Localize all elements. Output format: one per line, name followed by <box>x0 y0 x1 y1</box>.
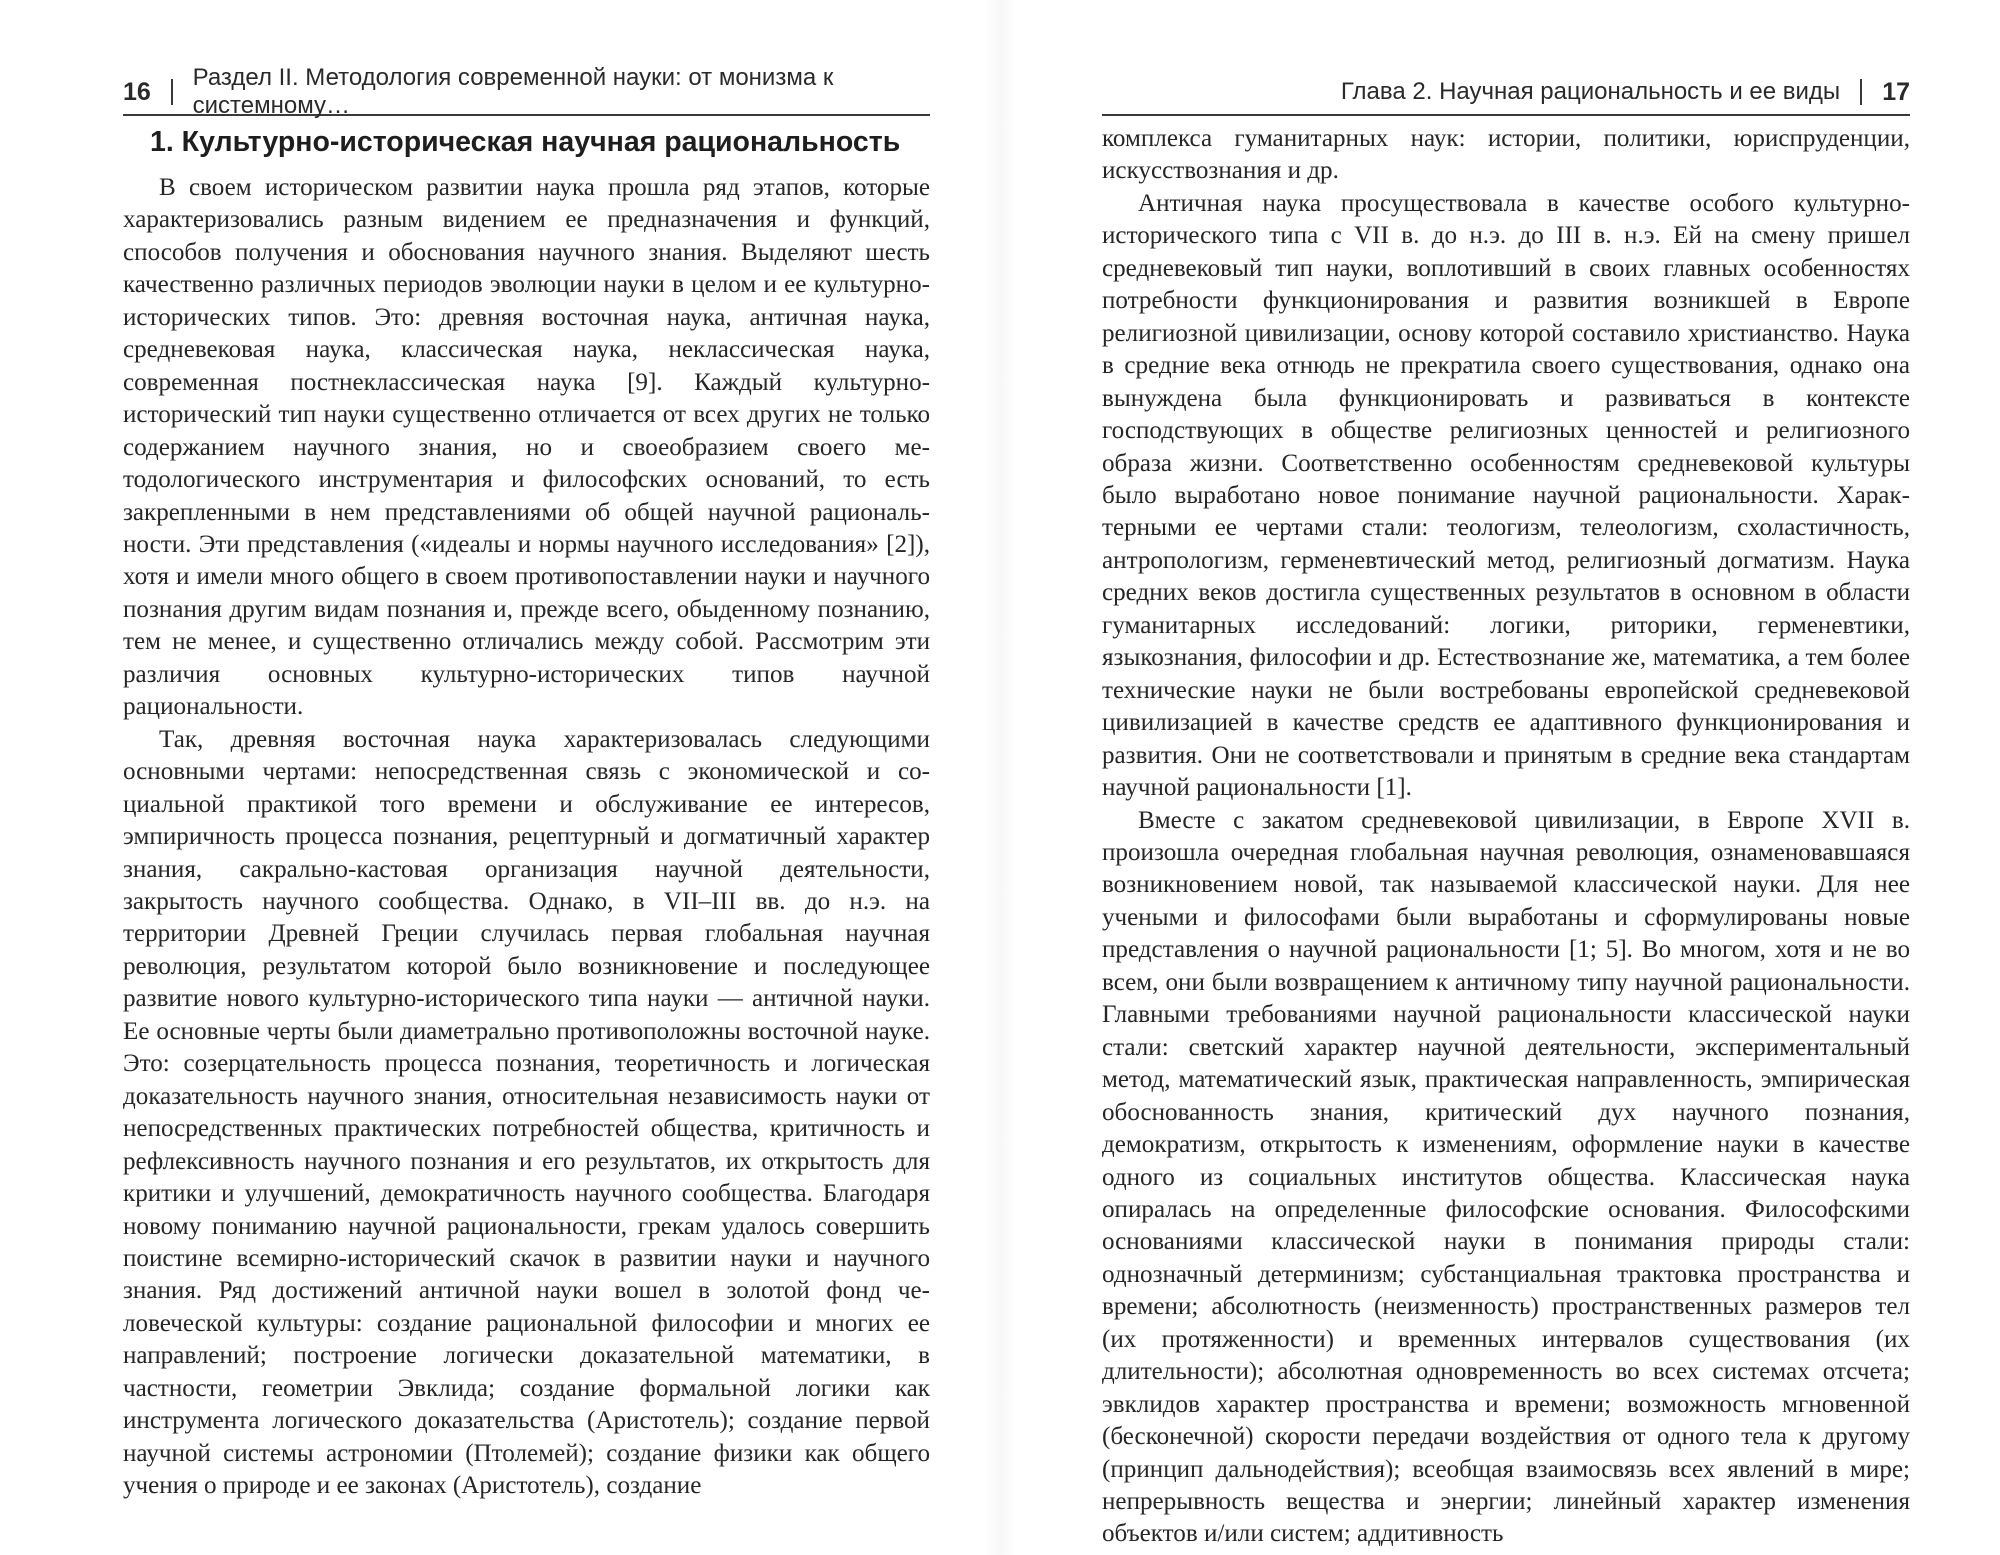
left-body-text <box>123 172 930 1503</box>
header-divider <box>1860 79 1862 105</box>
left-running-head: Раздел II. Методология современной науки: от монизма к системному… <box>192 64 834 119</box>
right-body-text <box>1102 123 1910 1551</box>
left-page-number: 16 <box>123 77 151 106</box>
section-title: 1. Культурно-историческая научная рациональность <box>150 126 901 158</box>
paragraph: Античная наука просуществовала в качестве особого культурно-исторического типа с VII в. до н.э. до III в. н.э. Ей на смену пришел средневековый тип науки, воплотивший в своих главных особенностях потребности функционирования и развития возникшей в Европе религиозной цивилизации, основу которой составило христианство. Наука в средние века отнюдь не прекратила своего существования, однако она вынуждена была функционировать и развиваться в контексте господствующих в обществе религиозных ценностей и религиозного образа жизни. Соответственно особенностям средневековой культуры было выработано новое понимание научной рациональности. Характерными ее чертами стали: теологизм, телеологизм, схоластичность, антропологизм, герменевтический метод, религиозный догматизм. Наука средних веков достигла существенных результатов в основном в области гуманитарных исследований: логики, риторики, герменевтики, языкознания, философии и др. Естествознание же, математика, а тем более технические науки не были востребованы европейской средневековой цивилизацией в качестве средств ее адаптивного функционирования и развития. Они не соответствовали и принятым в средние века стандартам научной рациональности [1]. <box>1102 189 1910 802</box>
header-divider <box>171 79 173 105</box>
paragraph: Так, древняя восточная наука характеризовалась следующими основными чертами: непосредственная связь с экономической и социальной практикой того времени и обслуживание ее интересов, эмпиричность процесса познания, рецептурный и догматичный характер знания, сакрально-кастовая организация научной деятельности, закрытость научного сообщества. Однако, в VII–III вв. до н.э. на территории Древней Греции случилась первая глобальная научная революция, результатом которой было возникновение и последующее развитие нового культурно-исторического типа науки — античной науки. Ее основные черты были диаметрально противоположны восточной науке. Это: созерцательность процесса познания, теоретичность и логическая доказательность научного знания, относительная независимость науки от непосредственных практических потребностей общества, критичность и рефлексивность научного познания и его результатов, их открытость для критики и улучшений, демократичность научного сообщества. Благодаря новому пониманию научной рациональности, грекам удалось совершить поистине всемирно-исторический скачок в развитии науки и научного знания. Ряд достижений античной науки вошел в золотой фонд человеческой культуры: создание рациональной философии и многих ее направлений; построение логически доказательной математики, в частности, геометрии Эвклида; создание формальной логики как инструмента логического доказательства (Аристотель); создание первой научной системы астрономии (Птолемей); создание физики как общего учения о природе и ее законах (Аристотель), создание <box>123 725 930 1500</box>
right-page <box>1000 0 2000 1555</box>
left-page-header <box>123 64 930 119</box>
right-running-head: Глава 2. Научная рациональность и ее виды <box>1340 78 1841 105</box>
paragraph-continuation: комплекса гуманитарных наук: истории, политики, юриспруденции, искусствознания и др. <box>1102 125 1910 185</box>
right-page-number: 17 <box>1882 77 1910 106</box>
right-page-header <box>1102 70 1910 116</box>
paragraph: В своем историческом развитии наука прошла ряд этапов, которые характеризовались разным видением ее предназначения и функций, способов получения и обоснования научного знания. Выделяют шесть качественно различных периодов эволюции науки в целом и ее культурно-исторических типов. Это: древняя восточная наука, античная наука, средневековая наука, классическая наука, неклассическая наука, современная постнеклассическая наука [9]. Каждый культурно-исторический тип науки существенно отличается от всех других не только содержанием научного знания, но и своеобразием своего методологического инструментария и философских оснований, то есть закрепленными в нем представлениями об общей научной рациональности. Эти представления («идеалы и нормы научного исследования» [2]), хотя и имели много общего в своем противопоставлении науки и научного познания другим видам познания и, прежде всего, обыденному познанию, тем не менее, и существенно отличались между собой. Рассмотрим эти различия основных культурно-исторических типов научной рациональности. <box>123 174 930 721</box>
paragraph: Вместе с закатом средневековой цивилизации, в Европе XVII в. произошла очередная глобальная научная революция, ознаменовавшаяся возникновением новой, так называемой классической науки. Для нее учеными и философами были выработаны и сформулированы новые представления о научной рациональности [1; 5]. Во многом, хотя и не во всем, они были возвращением к античному типу научной рациональности. Главными требованиями научной рациональности классической науки стали: светский характер научной деятельности, экспериментальный метод, математический язык, практическая направленность, эмпирическая обоснованность знания, критический дух научного познания, демократизм, открытость к изменениям, оформление науки в качестве одного из социальных институтов общества. Классическая наука опиралась на определенные философские основания. Философскими основаниями классической науки в понимания природы стали: однозначный детерминизм; субстанциальная трактовка пространства и времени; абсолютность (неизменность) пространственных размеров тел (их протяженности) и временных интервалов существования (их длительности); абсолютная одновременность во всех системах отсчета; эвклидов характер пространства и времени; возможность мгновенной (бесконечной) скорости передачи воздействия от одного тела к другому (принцип дальнодействия); всеобщая взаимосвязь всех явлений в мире; непрерывность вещества и энергии; линейный характер изменения объектов и/или систем; аддитивность <box>1102 806 1910 1548</box>
